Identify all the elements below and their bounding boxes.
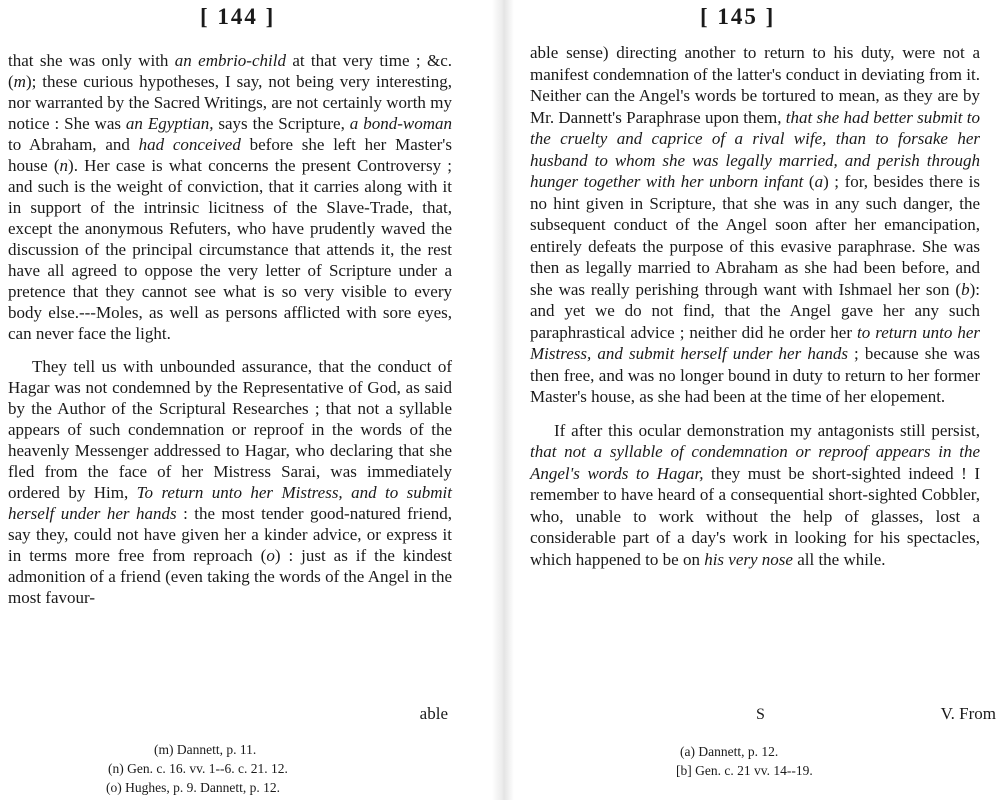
italic-run: that not a syllable of condemnation or reproof appears in the Angel's words to Hagar, xyxy=(530,442,980,483)
text-run: ; because she was then free, and was no longer bound in duty to return to her former Master's house, as she had been at the time of her elopement. xyxy=(530,344,980,406)
italic-run: an embrio-child xyxy=(174,51,286,70)
text-run: able sense) directing another to return to his duty, were not a manifest condemnation of the latter's conduct in deviating from it. Neither can the Angel's words be tortured to mean, as they are by Mr. Dannett's Paraphrase upon them, xyxy=(530,43,980,127)
text-run: they must be short-sighted indeed ! I remember to have heard of a consequential short-sighted Cobbler, who, unable to work without the help of glasses, lost a considerable part of a day's work in looking for his spectacles, which happened to be on xyxy=(530,463,981,569)
paragraph xyxy=(8,356,452,608)
italic-run: that she had better submit to the cruelty and caprice of a rival wife, than to forsake her husband to whom she was legally married, and perish through hunger together with her unborn infant xyxy=(530,107,980,191)
text-run: ): and yet we do not find, that the Angel gave her any such paraphrastical advice ; neither did he order her xyxy=(530,279,980,342)
italic-run: a bond-woman xyxy=(349,114,453,133)
text-run: : the most tender good-natured friend, say they, could not have given her a kinder advice, or express it in terms more free from reproach ( xyxy=(8,504,452,565)
text-run: says the Scripture, xyxy=(213,114,350,133)
book-gutter xyxy=(492,0,514,800)
italic-run: To return unto her Mistress, and to submit herself under her hands xyxy=(8,483,452,523)
paragraph xyxy=(8,50,452,344)
right-page-body xyxy=(530,42,980,570)
text-run: ( xyxy=(803,172,815,191)
text-run: at that very time ; &c. ( xyxy=(8,51,452,91)
footnote: (m) Dannett, p. 11. xyxy=(154,742,257,757)
left-page xyxy=(0,0,480,800)
italic-run: b xyxy=(961,279,970,299)
text-run: all the while. xyxy=(792,549,886,569)
text-run: ) : just as if the kindest admonition of a friend (even taking the words of the Angel in the most favour- xyxy=(8,546,452,607)
signature-mark: S xyxy=(756,706,765,723)
paragraph xyxy=(530,420,980,571)
italic-run: an Egyptian, xyxy=(125,114,214,133)
text-run: to Abraham, and xyxy=(8,135,139,154)
footnotes xyxy=(104,740,288,797)
italic-run: m xyxy=(13,72,26,91)
catchword: V. From xyxy=(940,704,996,723)
text-run: ) ; for, besides there is no hint given in Scripture, that she was in any such danger, the subsequent conduct of the Angel soon after her emancipation, entirely defeats the purpose of this evasive paraphrase. She was then as legally married to Abraham as she had been before, and she was really perishing through want with Ishmael her son ( xyxy=(530,172,981,299)
italic-run: n xyxy=(59,156,69,175)
left-page-number: [ 144 ] xyxy=(200,4,276,29)
text-run: ); these curious hypotheses, I say, not being very interesting, nor warranted by the Sacred Writings, are not certainly worth my notice : She was xyxy=(8,72,452,133)
footnote: (n) Gen. c. 16. vv. 1--6. c. 21. 12. xyxy=(108,761,288,776)
catchword: able xyxy=(419,704,448,723)
italic-run: had conceived xyxy=(138,135,241,154)
text-run: before she left her Master's house ( xyxy=(8,135,452,175)
text-run: ). Her case is what concerns the present Controversy ; and such is the weight of conviction, that it carries along with it in support of the intrinsic licitness of the Slave-Trade, that, except the anonymous Refuters, who have prudently waved the discussion of the principal circumstance that attends it, the rest have all agreed to oppose the very letter of Scripture under a pretence that they cannot see what is so very visible to every body else.---Moles, as well as persons afflicted with sore eyes, can never face the light. xyxy=(8,156,453,343)
right-page-number: [ 145 ] xyxy=(700,4,776,29)
italic-run: his very nose xyxy=(704,549,793,569)
paragraph xyxy=(530,42,980,408)
italic-run: o xyxy=(266,546,275,565)
text-run: that she was only with xyxy=(8,51,175,70)
text-run: They tell us with unbounded assurance, that the conduct of Hagar was not condemned by the Representative of God, as said by the Author of the Scriptural Researches ; that not a syllable appears of such condemnation or reproof in the words of the heavenly Messenger addressed to Hagar, who declaring that she fled from the face of her Mistress Sarai, was immediately ordered by Him, xyxy=(8,357,452,502)
italic-run: a xyxy=(814,172,824,191)
right-page xyxy=(520,0,1000,800)
italic-run: to return unto her Mistress, and submit herself under her hands xyxy=(530,322,980,363)
left-page-body xyxy=(8,50,452,608)
footnote: (a) Dannett, p. 12. xyxy=(680,744,779,759)
footnotes xyxy=(676,742,813,780)
footnote: (o) Hughes, p. 9. Dannett, p. 12. xyxy=(106,780,280,795)
text-run: If after this ocular demonstration my antagonists still persist, xyxy=(554,420,980,440)
footnote: [b] Gen. c. 21 vv. 14--19. xyxy=(676,763,813,778)
